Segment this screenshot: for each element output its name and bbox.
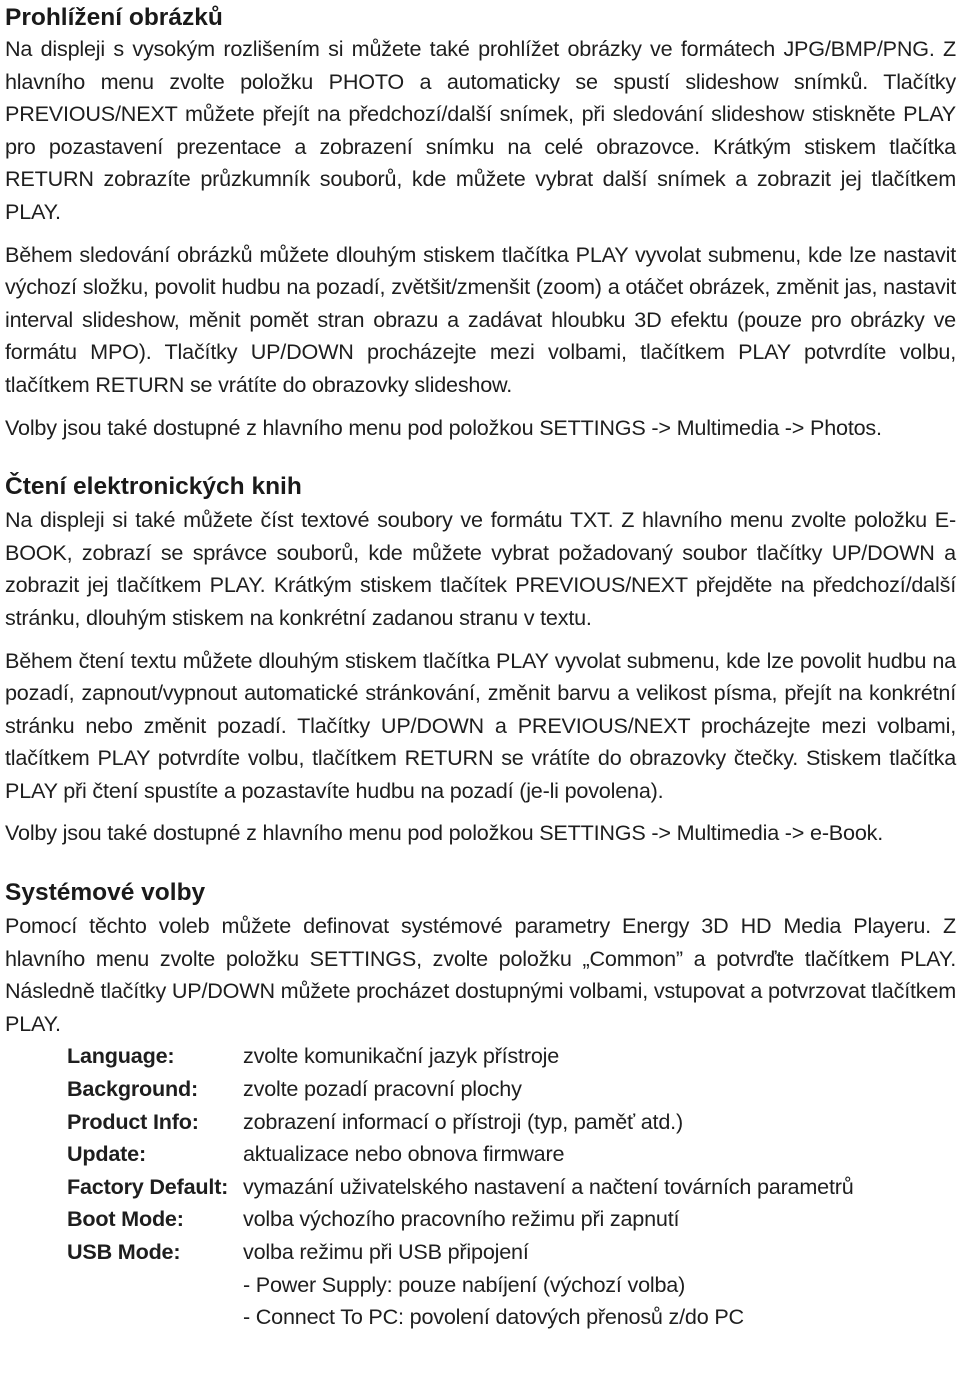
usb-mode-sub-item-power-supply: - Power Supply: pouze nabíjení (výchozí volba) — [243, 1271, 686, 1297]
paragraph-system-intro: Pomocí těchto voleb můžete definovat systémové parametry Energy 3D HD Media Playeru. Z hlavního menu zvolte položku SETTINGS, zvolte položku „Common” a potvrďte tlačítkem PLAY. Následně tlačítky UP/DOWN můžete procházet dostupnými volbami, vstupovat a potvrzovat tlačítkem PLAY. — [5, 913, 956, 1036]
option-row-product-info — [67, 1106, 956, 1139]
system-options-list — [67, 1040, 956, 1268]
option-term: Background: — [67, 1076, 198, 1102]
option-row-language — [67, 1040, 956, 1073]
option-row-usb-mode — [67, 1236, 956, 1269]
section-title-system: Systémové volby — [5, 879, 206, 907]
option-row-factory-default — [67, 1171, 956, 1204]
option-term: USB Mode: — [67, 1239, 181, 1264]
section-title-ebooks: Čtení elektronických knih — [5, 473, 302, 501]
option-desc: vymazání uživatelského nastavení a načtení továrních parametrů — [243, 1173, 854, 1199]
paragraph-ebooks-settings: Volby jsou také dostupné z hlavního menu pod položkou SETTINGS -> Multimedia -> e-Book. — [5, 820, 884, 846]
option-term: Factory Default: — [67, 1173, 229, 1199]
option-row-background — [67, 1073, 956, 1106]
option-row-boot-mode — [67, 1203, 956, 1236]
option-term: Update: — [67, 1141, 146, 1167]
option-desc: aktualizace nebo obnova firmware — [243, 1141, 565, 1167]
option-desc: zobrazení informací o přístroji (typ, paměť atd.) — [243, 1108, 683, 1134]
option-term: Language: — [67, 1043, 175, 1069]
section-title-photos: Prohlížení obrázků — [5, 4, 223, 31]
option-desc: zvolte pozadí pracovní plochy — [243, 1076, 522, 1102]
paragraph-ebooks-submenu: Během čtení textu můžete dlouhým stiskem tlačítka PLAY vyvolat submenu, kde lze povolit hudbu na pozadí, zapnout/vypnout automatické stránkování, změnit barvu a velikost písma, přejít na konkrétní stránku nebo změnit pozadí. Tlačítky UP/DOWN a PREVIOUS/NEXT procházejte mezi volbami, tlačítkem PLAY potvrdíte volbu, tlačítkem RETURN se vrátíte do obrazovky čtečky. Stiskem tlačítka PLAY při čtení spustíte a pozastavíte hudbu na pozadí (je-li povolena). — [5, 647, 956, 803]
paragraph-photos-submenu: Během sledování obrázků můžete dlouhým stiskem tlačítka PLAY vyvolat submenu, kde lze nastavit výchozí složku, povolit hudbu na pozadí, zvětšit/zmenšit (zoom) a otáčet obrázek, změnit jas, nastavit interval slideshow, měnit pomět stran obrazu a zadávat hloubku 3D efektu (pouze pro obrázky ve formátu MPO). Tlačítky UP/DOWN procházejte mezi volbami, tlačítkem PLAY potvrdíte volbu, tlačítkem RETURN se vrátíte do obrazovky slideshow. — [5, 241, 956, 397]
option-term: Product Info: — [67, 1108, 199, 1134]
option-desc: zvolte komunikační jazyk přístroje — [243, 1043, 560, 1069]
option-term: Boot Mode: — [67, 1206, 184, 1232]
usb-mode-sub-item-connect-to-pc: - Connect To PC: povolení datových přenosů z/do PC — [243, 1304, 744, 1330]
paragraph-photos-intro: Na displeji s vysokým rozlišením si můžete také prohlížet obrázky ve formátech JPG/BMP/PNG. Z hlavního menu zvolte položku PHOTO a automaticky se spustí slideshow snímků. Tlačítky PREVIOUS/NEXT můžete přejít na předchozí/další snímek, při sledování slideshow stiskněte PLAY pro pozastavení prezentace a zobrazení snímku na celé obrazovce. Krátkým stiskem tlačítka RETURN zobrazíte průzkumník souborů, kde můžete vybrat další snímek a zobrazit jej tlačítkem PLAY. — [5, 36, 956, 224]
option-desc: volba režimu při USB připojení — [243, 1239, 529, 1264]
option-desc: volba výchozího pracovního režimu při zapnutí — [243, 1206, 680, 1232]
paragraph-ebooks-intro: Na displeji si také můžete číst textové soubory ve formátu TXT. Z hlavního menu zvolte položku E-BOOK, zobrazí se správce souborů, kde můžete vybrat požadovaný soubor tlačítky UP/DOWN a zobrazit jej tlačítkem PLAY. Krátkým stiskem tlačítek PREVIOUS/NEXT přejděte na předchozí/další stránku, dlouhým stiskem na konkrétní zadanou stranu v textu. — [5, 507, 956, 630]
option-row-update — [67, 1138, 956, 1171]
paragraph-photos-settings: Volby jsou také dostupné z hlavního menu pod položkou SETTINGS -> Multimedia -> Photos. — [5, 414, 882, 440]
